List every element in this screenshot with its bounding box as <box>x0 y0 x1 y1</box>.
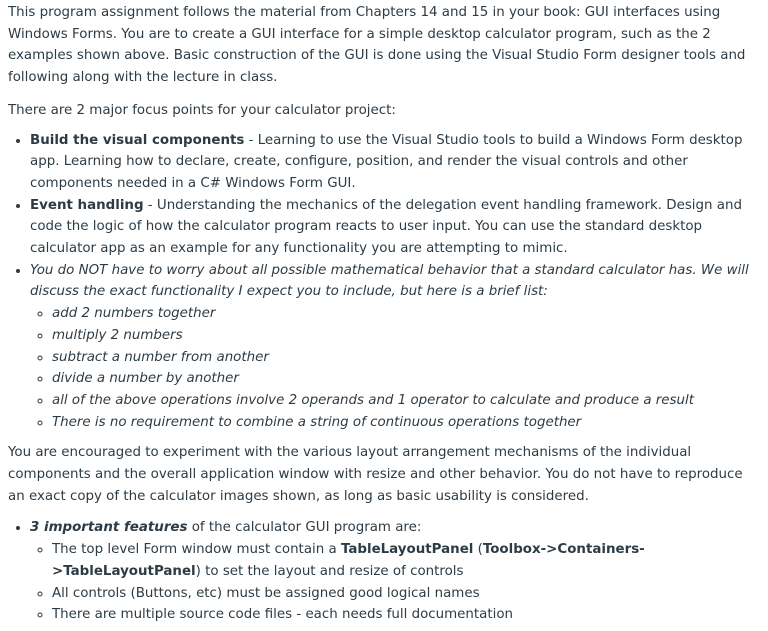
focus-list <box>8 130 760 434</box>
visual-components-title: Build the visual components <box>30 132 245 148</box>
feature-item-logical-names: ◦ All controls (Buttons, etc) must be assigned good logical names <box>52 583 760 605</box>
functionality-list <box>30 303 760 433</box>
list-item: ◦ divide a number by another <box>52 368 760 390</box>
features-text: of the calculator GUI program are: <box>187 520 422 536</box>
features-sublist <box>30 539 760 626</box>
list-item-functionality-note <box>30 260 760 434</box>
list-item: ◦ add 2 numbers together <box>52 303 760 325</box>
visual-components-text: - Learning to use the Visual Studio tools to build a Windows Form desktop app. Learning how to declare, create, configure, position, and render the visual controls and other components needed in a C# Windows Form GUI. <box>30 132 743 191</box>
feature-text: ) to set the layout and resize of controls <box>195 563 464 579</box>
event-handling-text: - Understanding the mechanics of the delegation event handling framework. Design and code the logic of how the calculator program reacts to user input. You can use the standard desktop calculator app as an example for any functionality you are attempting to mimic. <box>30 197 742 257</box>
list-item: ◦ multiply 2 numbers <box>52 325 760 347</box>
table-layout-panel-name: TableLayoutPanel <box>340 542 474 558</box>
toolbox-path: Toolbox->Containers->TableLayoutPanel <box>52 542 645 579</box>
event-handling-title: Event handling <box>30 197 144 213</box>
features-list <box>8 517 760 626</box>
feature-text: The top level Form window must contain a <box>52 542 341 558</box>
functionality-note-text: You do NOT have to worry about all possible mathematical behavior that a standard calculator has. We will discuss the exact functionality I expect you to include, but here is a brief list: <box>30 262 749 300</box>
focus-intro: There are 2 major focus points for your calculator project: <box>8 102 396 118</box>
list-item: ◦ all of the above operations involve 2 operands and 1 operator to calculate and produce a result <box>52 390 760 412</box>
encourage-paragraph: You are encouraged to experiment with the various layout arrangement mechanisms of the individual components and the overall application window with resize and other behavior. You do not have to reproduce an exact copy of the calculator images shown, as long as basic usability is considered. <box>8 445 743 504</box>
list-item: ◦ There is no requirement to combine a string of continuous operations together <box>52 412 760 434</box>
feature-text: ( <box>473 542 483 558</box>
list-item-event-handling <box>30 195 760 260</box>
list-item-features <box>30 517 760 626</box>
feature-item-documentation: ◦ There are multiple source code files - each needs full documentation <box>52 604 760 626</box>
intro-paragraph: This program assignment follows the material from Chapters 14 and 15 in your book: GUI interfaces using Windows Forms. You are to create a GUI interface for a simple desktop calculator program, such as the 2 examples shown above. Basic construction of the GUI is done using the Visual Studio Form designer tools and following along with the lecture in class. <box>8 5 746 86</box>
list-item: ◦ subtract a number from another <box>52 347 760 369</box>
features-title: 3 important features <box>30 520 188 536</box>
list-item-visual-components <box>30 130 760 195</box>
feature-item-table-layout <box>52 539 760 582</box>
